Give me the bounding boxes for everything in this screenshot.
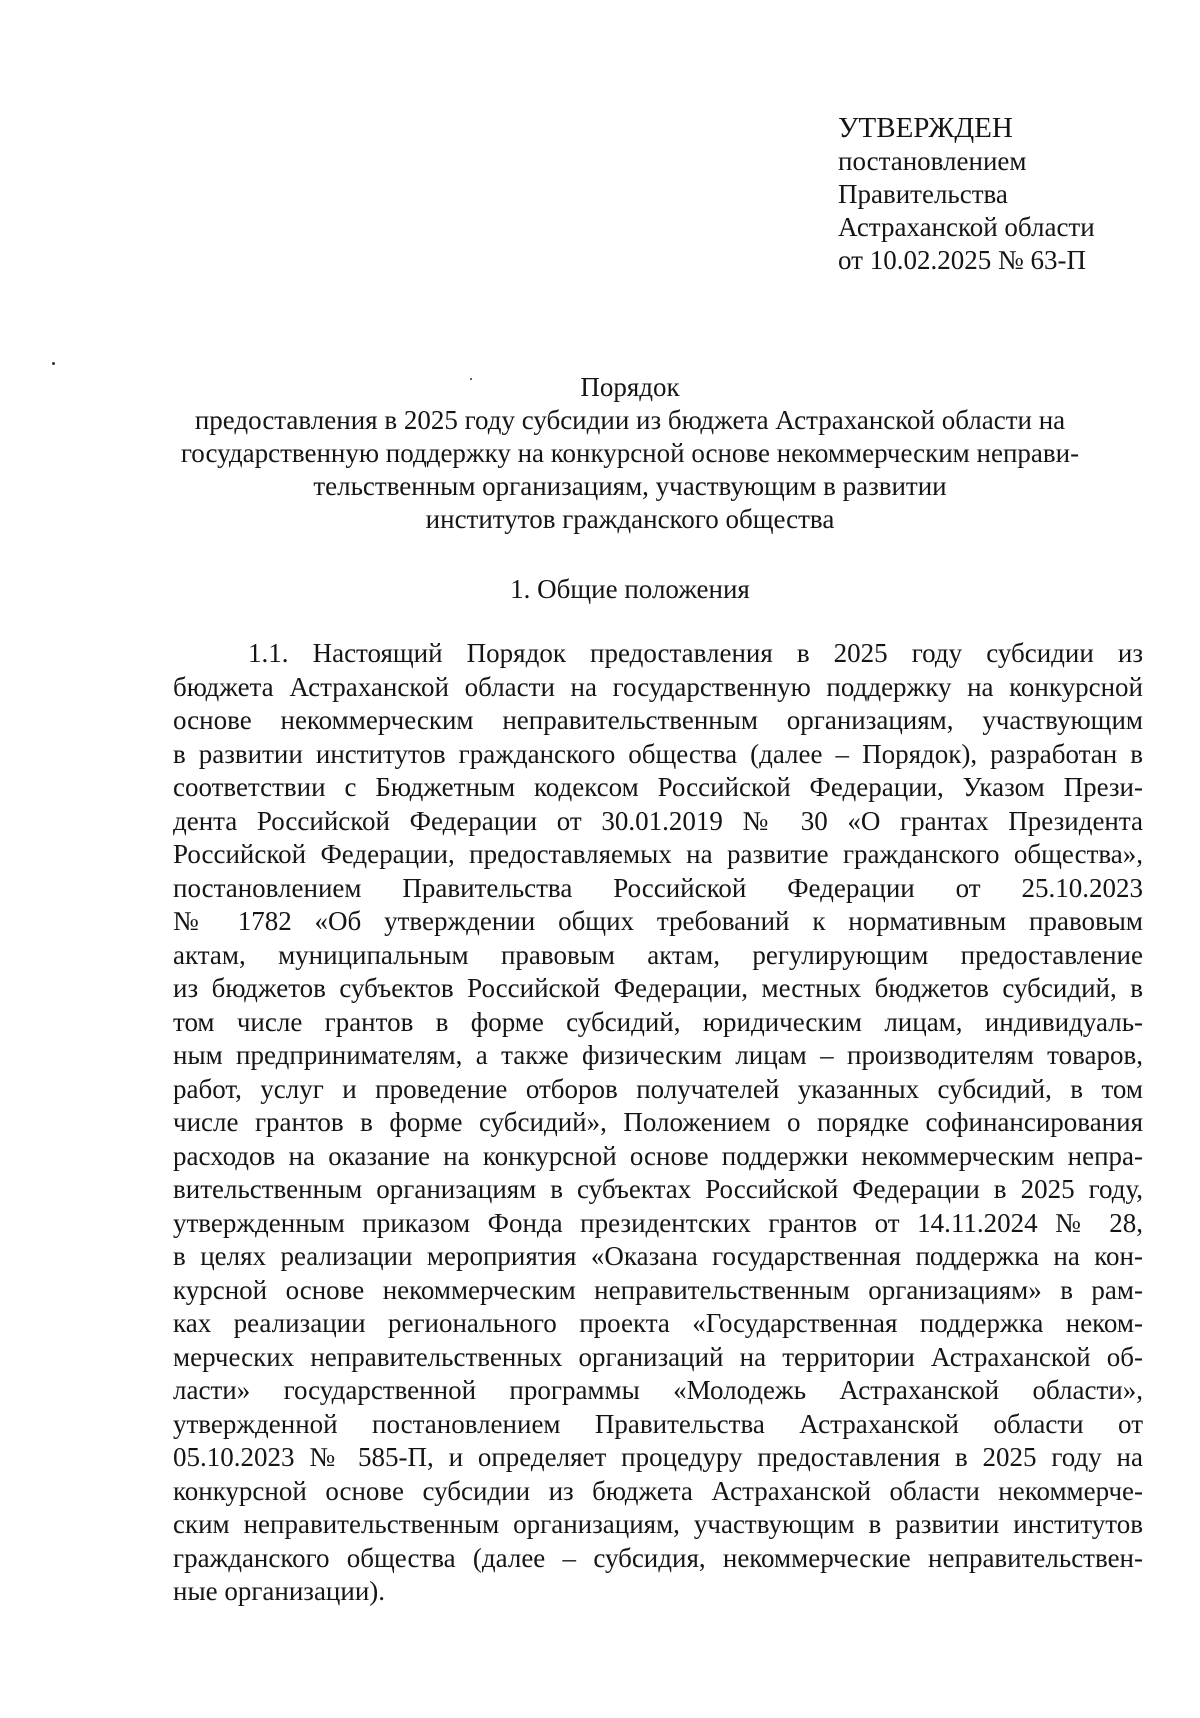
paragraph-line: утвержденным приказом Фонда президентских грантов от 14.11.2024 № 28, — [173, 1207, 1143, 1238]
paragraph-line: из бюджетов субъектов Российской Федерации, местных бюджетов субсидий, в — [173, 973, 1143, 1003]
paragraph-line: утвержденной постановлением Правительства Астраханской области от — [173, 1408, 1143, 1439]
paragraph-line: дента Российской Федерации от 30.01.2019 № 30 «О грантах Президента — [173, 805, 1143, 836]
approval-line: Правительства — [838, 179, 1008, 209]
title-line: предоставления в 2025 году субсидии из бюджета Астраханской области на — [194, 405, 1066, 435]
approval-line: Астраханской области — [838, 212, 1095, 242]
paragraph-line: числе грантов в форме субсидий», Положением о порядке софинансирования — [173, 1107, 1143, 1137]
title-line: Порядок — [580, 372, 680, 402]
paragraph-line: вительственным организациям в субъектах Российской Федерации в 2025 году, — [173, 1174, 1143, 1204]
paragraph-line: основе некоммерческим неправительственным организациям, участвующим — [173, 705, 1143, 735]
section-heading: 1. Общие положения — [510, 574, 750, 604]
paragraph-line: ным предпринимателям, а также физическим лицам – производителям товаров, — [173, 1040, 1143, 1070]
paragraph-line: 1.1. Настоящий Порядок предоставления в 2025 году субсидии из — [248, 638, 1143, 668]
paragraph-line: курсной основе некоммерческим неправительственным организациям» в рам- — [173, 1274, 1143, 1305]
paragraph-line: ласти» государственной программы «Молодежь Астраханской области», — [173, 1375, 1143, 1405]
approval-line: постановлением — [838, 146, 1027, 176]
scan-speck — [52, 362, 55, 365]
paragraph-line: № 1782 «Об утверждении общих требований к нормативным правовым — [173, 906, 1143, 936]
paragraph-line: в развитии институтов гражданского общества (далее – Порядок), разработан в — [173, 738, 1143, 769]
paragraph-line: Российской Федерации, предоставляемых на развитие гражданского общества», — [173, 839, 1143, 869]
paragraph-line: соответствии с Бюджетным кодексом Российской Федерации, Указом Прези- — [173, 772, 1143, 802]
approval-heading: УТВЕРЖДЕН — [838, 112, 1013, 144]
paragraph-line: мерческих неправительственных организаций на территории Астраханской об- — [173, 1341, 1143, 1372]
title-line: государственную поддержку на конкурсной основе некоммерческим неправи- — [180, 438, 1080, 468]
approval-line: от 10.02.2025 № 63-П — [838, 245, 1086, 275]
paragraph-line: бюджета Астраханской области на государственную поддержку на конкурсной — [173, 671, 1143, 702]
paragraph-line: ках реализации регионального проекта «Государственная поддержка неком- — [173, 1308, 1143, 1338]
paragraph-line: расходов на оказание на конкурсной основе поддержки некоммерческим непра- — [173, 1140, 1143, 1171]
approval-stamp — [838, 112, 1095, 277]
scan-speck — [470, 378, 472, 380]
paragraph-line: ные организации). — [173, 1576, 386, 1606]
paragraph-line: в целях реализации мероприятия «Оказана государственная поддержка на кон- — [173, 1241, 1143, 1271]
paragraph-line: гражданского общества (далее – субсидия, некоммерческие неправительствен- — [173, 1542, 1143, 1573]
paragraph-line: ским неправительственным организациям, участвующим в развитии институтов — [173, 1509, 1143, 1539]
title-line: тельственным организациям, участвующим в развитии — [313, 471, 947, 501]
paragraph-line: постановлением Правительства Российской Федерации от 25.10.2023 — [173, 872, 1143, 903]
document-title — [150, 371, 1110, 536]
paragraph-line: работ, услуг и проведение отборов получателей указанных субсидий, в том — [173, 1073, 1143, 1104]
paragraph-1-1 — [173, 637, 1143, 1609]
paragraph-line: актам, муниципальным правовым актам, регулирующим предоставление — [173, 939, 1143, 970]
paragraph-line: 05.10.2023 № 585-П, и определяет процедуру предоставления в 2025 году на — [173, 1442, 1143, 1472]
title-line: институтов гражданского общества — [425, 504, 835, 534]
paragraph-line: том числе грантов в форме субсидий, юридическим лицам, индивидуаль- — [173, 1006, 1143, 1037]
paragraph-line: конкурсной основе субсидии из бюджета Астраханской области некоммерче- — [173, 1475, 1143, 1506]
